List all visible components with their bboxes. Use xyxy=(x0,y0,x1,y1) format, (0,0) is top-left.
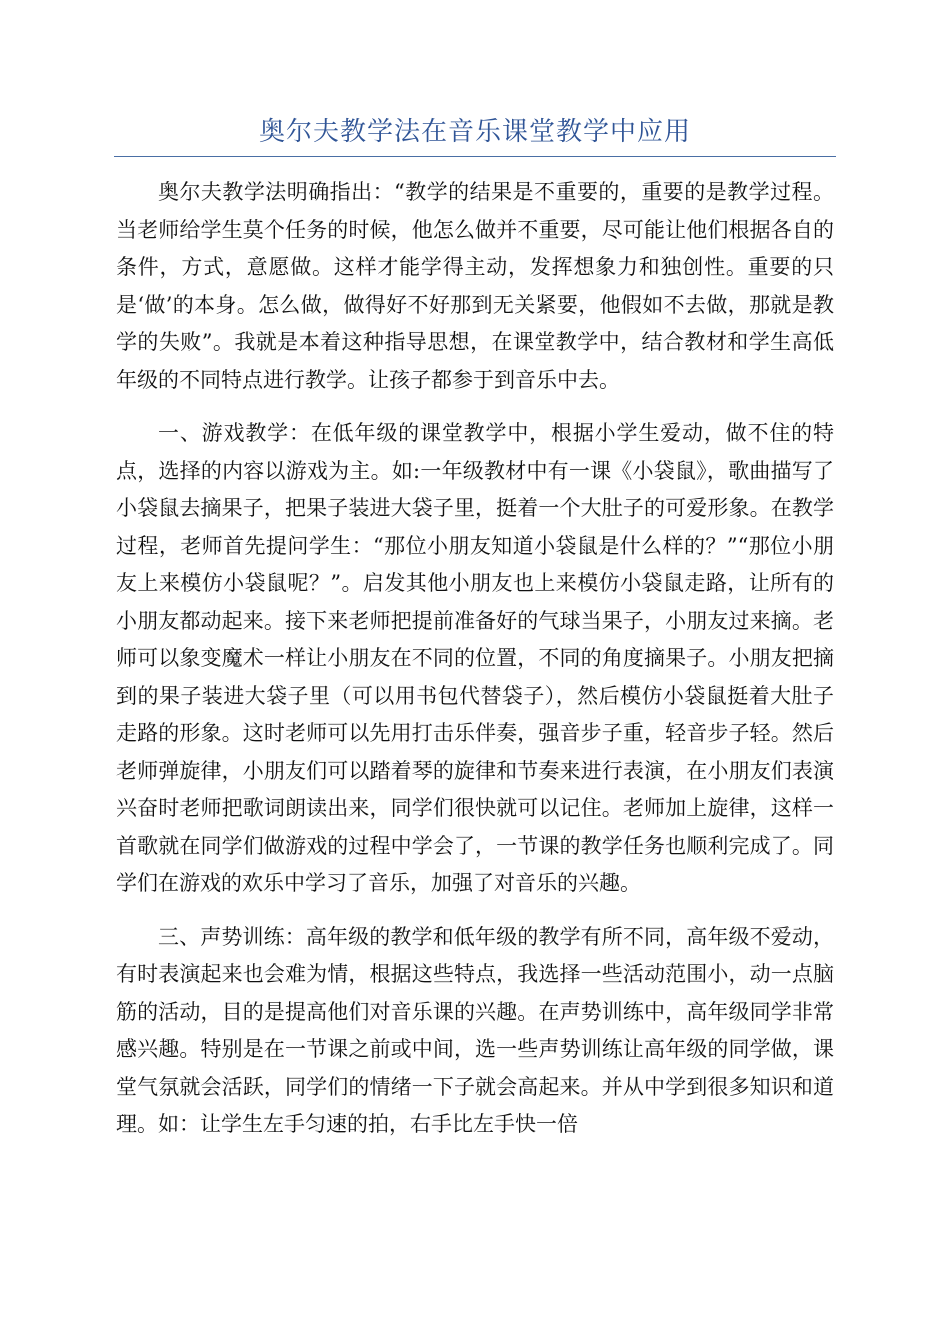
paragraph-game-teaching: 一、游戏教学：在低年级的课堂教学中，根据小学生爱动，做不住的特点，选择的内容以游戏为主。如:一年级教材中有一课《小袋鼠》，歌曲描写了小袋鼠去摘果子，把果子装进大袋子里，挺着一个大肚子的可爱形象。在教学过程，老师首先提问学生：“那位小朋友知道小袋鼠是什么样的？”“那位小朋友上来模仿小袋鼠呢？”。启发其他小朋友也上来模仿小袋鼠走路，让所有的小朋友都动起来。接下来老师把提前准备好的气球当果子，小朋友过来摘。老师可以象变魔术一样让小朋友在不同的位置，不同的角度摘果子。小朋友把摘到的果子装进大袋子里（可以用书包代替袋子），然后模仿小袋鼠挺着大肚子走路的形象。这时老师可以先用打击乐伴奏，强音步子重，轻音步子轻。然后老师弹旋律，小朋友们可以踏着琴的旋律和节奏来进行表演，在小朋友们表演兴奋时老师把歌词朗读出来，同学们很快就可以记住。老师加上旋律，这样一首歌就在同学们做游戏的过程中学会了，一节课的教学任务也顺利完成了。同学们在游戏的欢乐中学习了音乐，加强了对音乐的兴趣。 xyxy=(116,421,834,895)
document-title: 奥尔夫教学法在音乐课堂教学中应用 xyxy=(258,117,691,147)
paragraph-body-percussion: 三、声势训练：高年级的教学和低年级的教学有所不同，高年级不爱动，有时表演起来也会难为情，根据这些特点，我选择一些活动范围小，动一点脑筋的活动，目的是提高他们对音乐课的兴趣。在声势训练中，高年级同学非常感兴趣。特别是在一节课之前或中间，选一些声势训练让高年级的同学做，课堂气氛就会活跃，同学们的情绪一下子就会高起来。并从中学到很多知识和道理。如：让学生左手匀速的拍，右手比左手快一倍 xyxy=(116,924,834,1136)
title-block xyxy=(114,112,836,157)
paragraph-intro: 奥尔夫教学法明确指出：“教学的结果是不重要的，重要的是教学过程。当老师给学生莫个任务的时候，他怎么做并不重要，尽可能让他们根据各自的条件，方式，意愿做。这样才能学得主动，发挥想象力和独创性。重要的只是‘做’的本身。怎么做，做得好不好那到无关紧要，他假如不去做，那就是教学的失败”。我就是本着这种指导思想，在课堂教学中，结合教材和学生高低年级的不同特点进行教学。让孩子都参于到音乐中去。 xyxy=(116,180,834,392)
document-body xyxy=(116,174,834,1160)
